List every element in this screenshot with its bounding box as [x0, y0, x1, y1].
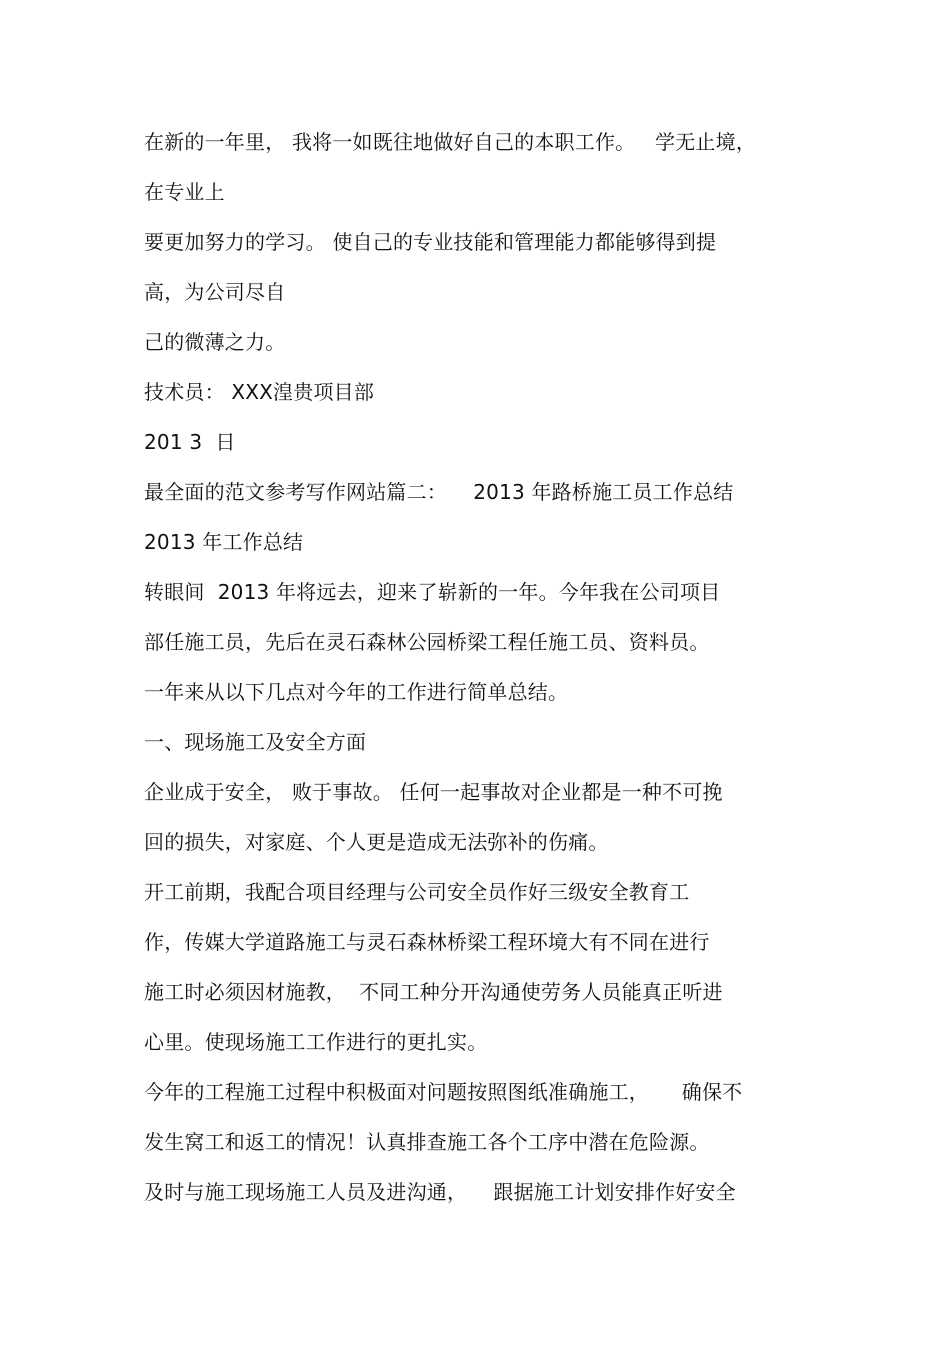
text-line: 回的损失，对家庭、个人更是造成无法弥补的伤痛。 — [144, 830, 609, 854]
subsection-heading: 一、现场施工及安全方面 — [144, 730, 367, 754]
text-line: 要更加努力的学习。 使自己的专业技能和管理能力都能够得到提 — [144, 230, 717, 254]
text-line: 开工前期，我配合项目经理与公司安全员作好三级安全教育工 — [144, 880, 690, 904]
text-line: 转眼间 2013 年将远去，迎来了崭新的一年。今年我在公司项目 — [144, 580, 721, 604]
text-line: 201 3 日 — [144, 430, 236, 454]
text-line: 高，为公司尽自 — [144, 280, 286, 304]
text-line: 己的微薄之力。 — [144, 330, 286, 354]
section-title: 2013 年工作总结 — [144, 530, 304, 554]
text-line: 在专业上 — [144, 180, 225, 204]
text-line: 一年来从以下几点对今年的工作进行简单总结。 — [144, 680, 569, 704]
text-line: 施工时必须因材施教， 不同工种分开沟通使劳务人员能真正听进 — [144, 980, 723, 1004]
text-line: 发生窝工和返工的情况！认真排查施工各个工序中潜在危险源。 — [144, 1130, 710, 1154]
text-line: 及时与施工现场施工人员及进沟通， 跟据施工计划安排作好安全 — [144, 1180, 736, 1204]
text-line: 技术员： XXX湟贵项目部 — [144, 380, 375, 404]
section-heading: 最全面的范文参考写作网站篇二： 2013 年路桥施工员工作总结 — [144, 480, 734, 504]
text-line: 企业成于安全， 败于事故。 任何一起事故对企业都是一种不可挽 — [144, 780, 723, 804]
text-line: 心里。使现场施工工作进行的更扎实。 — [144, 1030, 488, 1054]
text-line: 部任施工员，先后在灵石森林公园桥梁工程任施工员、资料员。 — [144, 630, 710, 654]
text-line: 作，传媒大学道路施工与灵石森林桥梁工程环境大有不同在进行 — [144, 930, 710, 954]
text-line: 在新的一年里， 我将一如既往地做好自己的本职工作。 学无止境， — [144, 130, 757, 154]
text-line: 今年的工程施工过程中积极面对问题按照图纸准确施工， 确保不 — [144, 1080, 743, 1104]
